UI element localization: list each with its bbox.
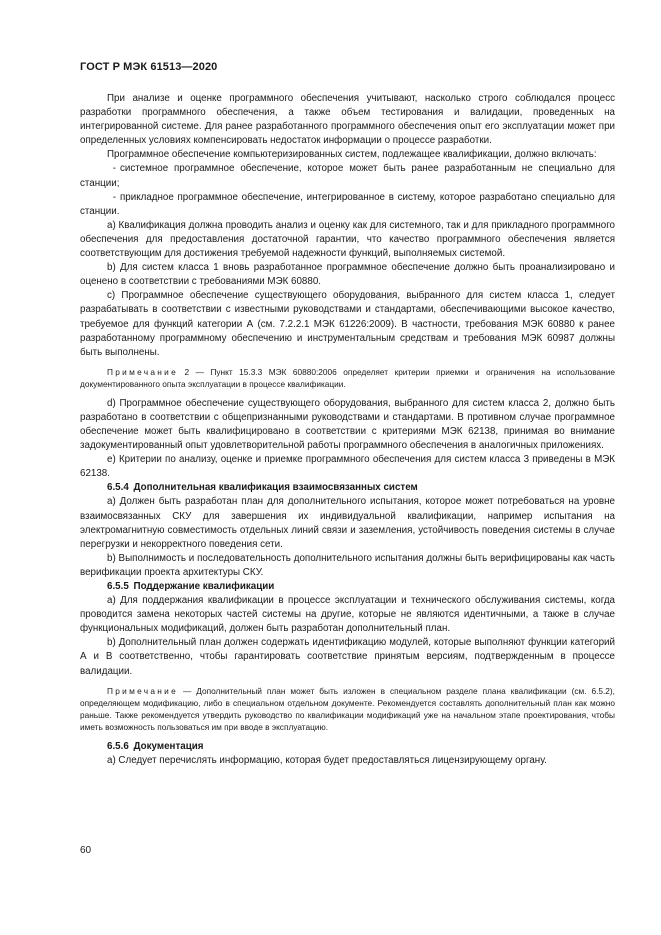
paragraph-item-b: b) Для систем класса 1 вновь разработанное программное обеспечение должно быть проанализировано и оценено в соответствии с требованиями МЭК 60880. (80, 262, 615, 288)
paragraph: Программное обеспечение компьютеризированных систем, подлежащее квалификации, должно включать: (107, 149, 597, 161)
list-item: - системное программное обеспечение, которое может быть ранее разработанным не специально для станции; (80, 163, 615, 189)
note-label: Примечание (107, 366, 179, 377)
note-text: 2 — Пункт 15.3.3 МЭК 60880:2006 определяет критерии приемки и ограничения на использование документированного опыта эксплуатации в процессе квалификации. (80, 366, 615, 389)
paragraph: b) Выполнимость и последовательность дополнительного испытания должны быть верифицированы как часть верификации проекта архитектуры СКУ. (80, 552, 615, 578)
paragraph: При анализе и оценке программного обеспечения учитывают, насколько строго соблюдался процесс разработки программного обеспечения, а также объем тестирования и валидации, проведенных на интегрированной системе. Для ранее разработанного программного обеспечения опыт его эксплуатации может при определенных условиях компенсировать недостаток информации о процессе разработки. (80, 93, 615, 147)
paragraph-item-d: d) Программное обеспечение существующего оборудования, выбранного для систем класса 2, должно быть разработано в соответствии с общепризнанными руководствами и стандартами. В противном случае программное обеспечение может быть квалифицировано в соответствии с критериями МЭК 62138, принимая во внимание задокументированный опыт удовлетворительной работы программного обеспечения в аналогичных приложениях. (80, 397, 615, 452)
note (80, 685, 615, 733)
note-text: — Дополнительный план может быть изложен в специальном разделе плана квалификации (см. 6.5.2), определяющем модификацию, либо в специальном отдельном документе. Рекомендуется составлять дополнительный план как можно раньше. Также рекомендуется утвердить руководство по квалификации модификаций уже на начальном этапе проектирования, чтобы иметь возможность пользоваться им при вводе в эксплуатацию. (80, 685, 615, 732)
paragraph-item-c: c) Программное обеспечение существующего оборудования, выбранного для систем класса 1, следует разрабатывать в соответствии с известными руководствами и стандартами, обеспечивающими высокое качество, требуемое для функций категории А (см. 7.2.2.1 МЭК 61226:2009). В частности, требования МЭК 60880 к ранее разработанному программному обеспечению и инструментальным средствам и требования МЭК 60987 должны быть выполнены. (80, 290, 615, 358)
section-heading-6-5-4: 6.5.4 Дополнительная квалификация взаимосвязанных систем (107, 482, 418, 494)
list-item: - прикладное программное обеспечение, интегрированное в систему, которое разработано специально для станции. (80, 191, 615, 217)
note-label: Примечание (107, 685, 179, 696)
paragraph-item-a: a) Квалификация должна проводить анализ и оценку как для системного, так и для прикладного программного обеспечения для предоставления достаточной гарантии, что качество программного обеспечения является соответствующим для достижения требуемой надежности функций, выполняемых системой. (80, 219, 615, 260)
paragraph: a) Для поддержания квалификации в процессе эксплуатации и технического обслуживания системы, когда проводится замена некоторых частей системы на другие, которые не являются идентичными, а также в случае функциональных модификаций, должен быть разработан дополнительный план. (80, 595, 615, 635)
section-heading-6-5-5: 6.5.5 Поддержание квалификации (107, 581, 275, 592)
section-heading-6-5-6: 6.5.6 Документация (107, 740, 204, 752)
page-number: 60 (80, 845, 92, 856)
paragraph: b) Дополнительный план должен содержать идентификацию модулей, которые выполняют функции категорий А и В соответственно, чтобы гарантировать соответствие принятым версиям, подтвержденным в процессе валидации. (80, 637, 615, 677)
paragraph: a) Должен быть разработан план для дополнительного испытания, которое может потребоваться на уровне взаимосвязанных СКУ для завершения их индивидуальной квалификации, например испытания на электромагнитную совместимость отдельных линий связи и заземления, устойчивость поведения системы в случае перегрузки и некорректного поведения сети. (80, 496, 615, 550)
document-body (80, 92, 615, 768)
note-2 (80, 366, 615, 390)
standard-header: ГОСТ Р МЭК 61513—2020 (80, 61, 218, 73)
paragraph: a) Следует перечислять информацию, которая будет предоставляться лицензирующему органу. (107, 754, 547, 766)
paragraph-item-e: e) Критерии по анализу, оценке и приемке программного обеспечения для систем класса 3 приведены в МЭК 62138. (80, 454, 615, 480)
